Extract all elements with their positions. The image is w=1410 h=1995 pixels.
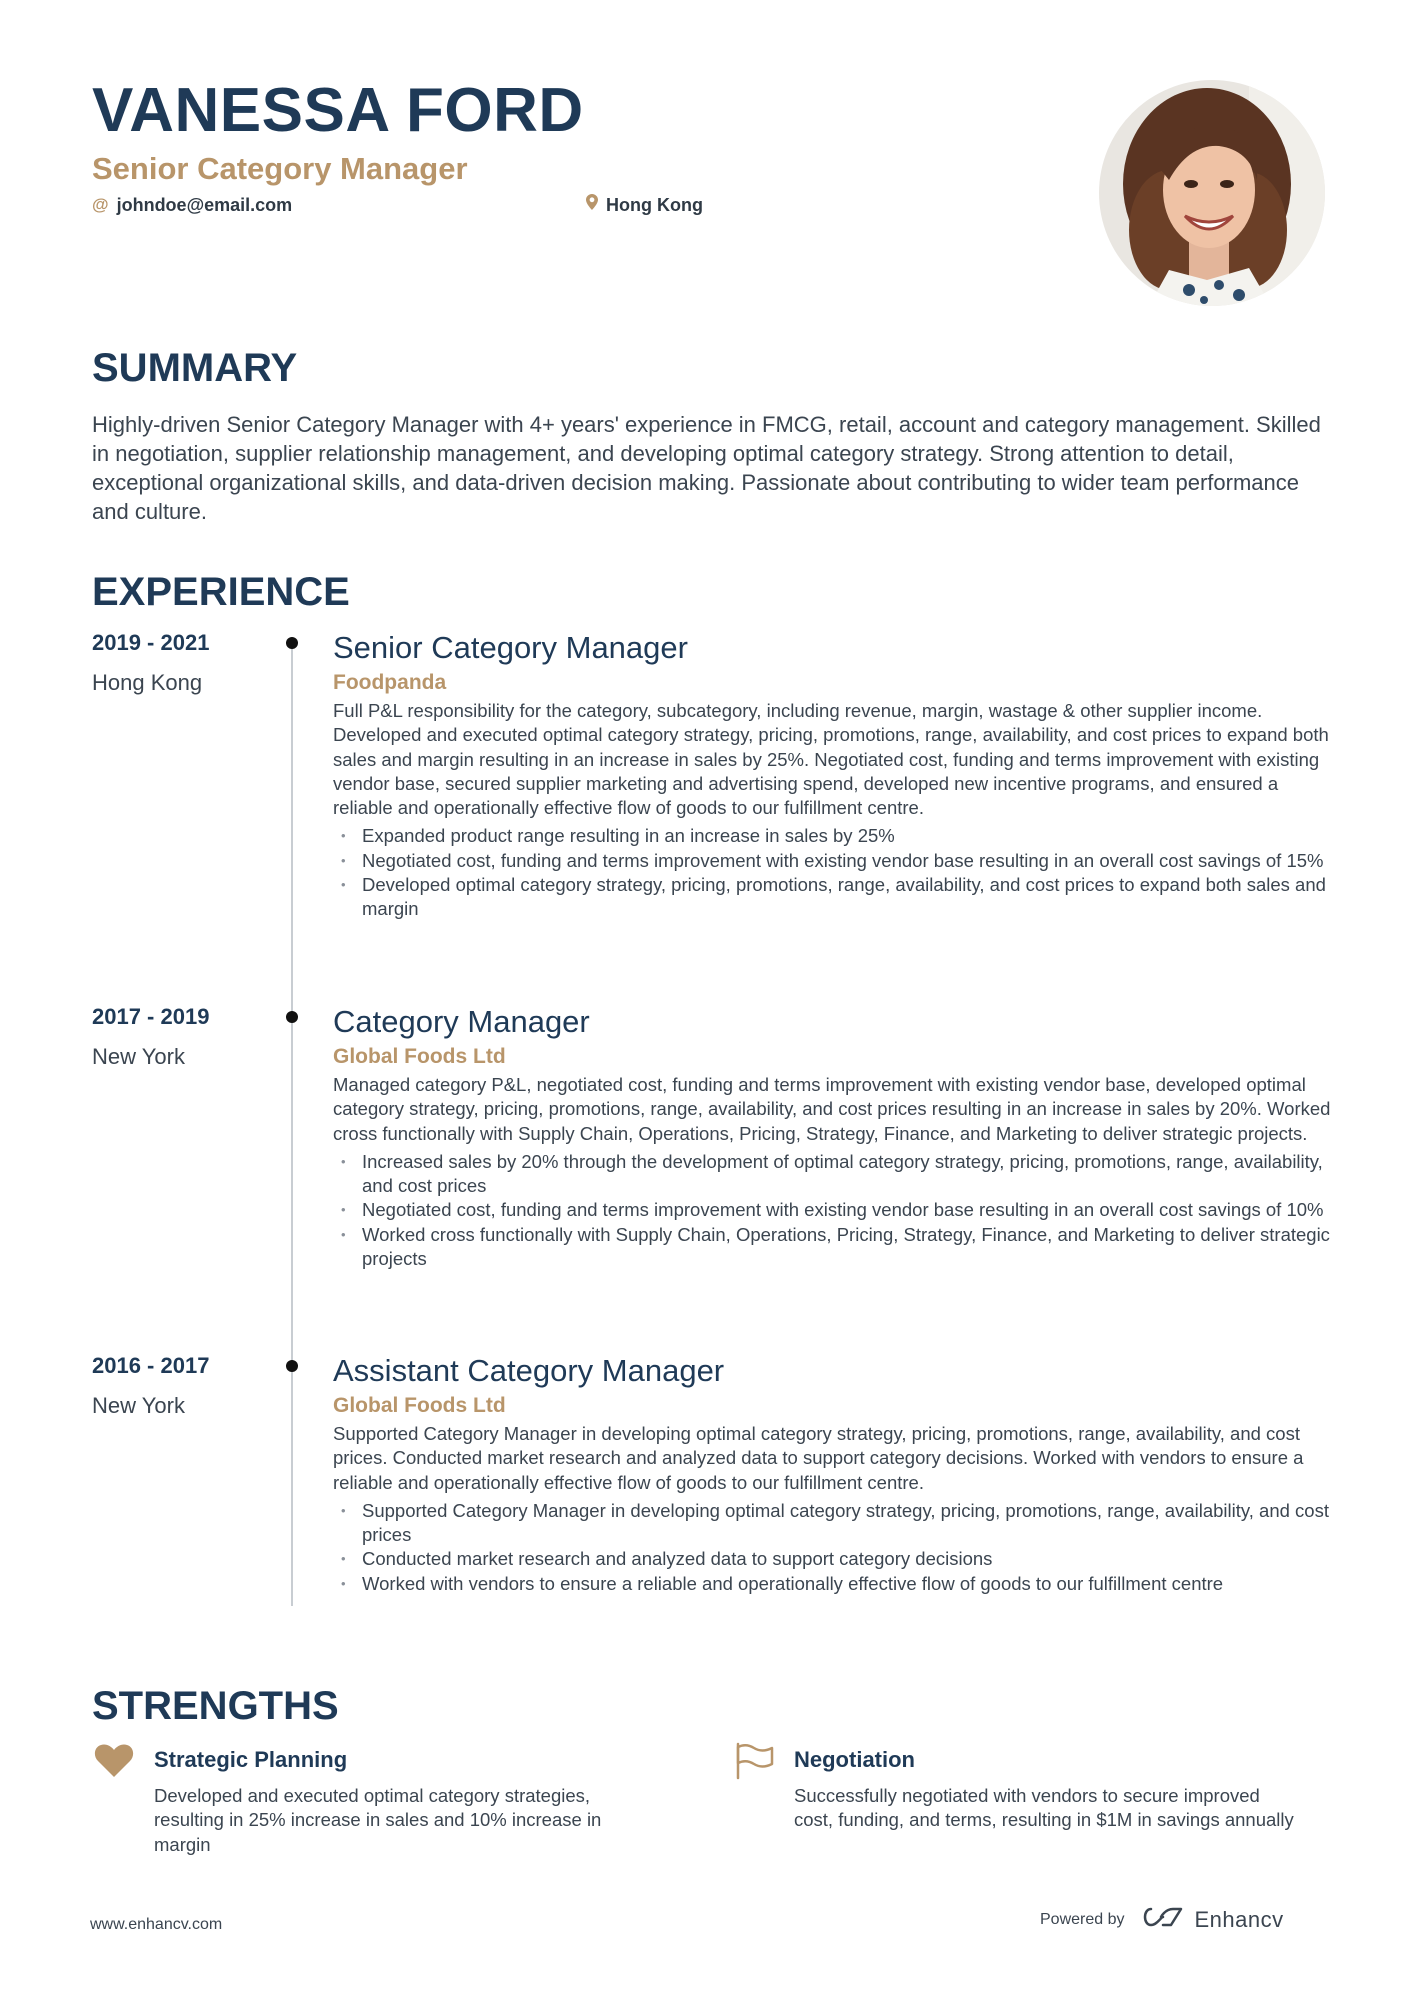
experience-role: Assistant Category Manager [333, 1353, 725, 1388]
brand-name: Enhancv [1194, 1907, 1284, 1932]
experience-location: New York [92, 1393, 185, 1418]
timeline-dot [286, 637, 298, 649]
candidate-name: VANESSA FORD [92, 76, 584, 145]
experience-heading: EXPERIENCE [92, 570, 350, 614]
strength-title: Negotiation [794, 1747, 915, 1772]
strengths-heading: STRENGTHS [92, 1684, 339, 1728]
contact-location [586, 193, 703, 217]
location-pin-icon [586, 193, 598, 217]
experience-company: Global Foods Ltd [333, 1045, 506, 1068]
bullet-item: • Worked cross functionally with Supply Chain, Operations, Pricing, Strategy, Finance, and Marketing to deliver strategic projects [333, 1223, 1333, 1272]
timeline-line [291, 648, 293, 1606]
summary-heading: SUMMARY [92, 346, 298, 390]
experience-company: Foodpanda [333, 671, 447, 694]
at-icon: @ [92, 195, 109, 214]
experience-description: Managed category P&L, negotiated cost, funding and terms improvement with existing vendor base, developed optimal category strategy, pricing, promotions, range, availability, and cost prices resulting in an increase in sales by 20%. Worked cross functionally with Supply Chain, Operations, Pricing, Strategy, Finance, and Marketing to deliver strategic projects. [333, 1074, 1331, 1144]
bullet-item: • Conducted market research and analyzed data to support category decisions [333, 1547, 1333, 1571]
experience-body [333, 1003, 1333, 1271]
summary-text: Highly-driven Senior Category Manager with 4+ years' experience in FMCG, retail, account and category management. Skilled in negotiation, supplier relationship management, and developing optimal category strategy. Strong attention to detail, exceptional organizational skills, and data-driven decision making. Passionate about contributing to wider team performance and culture. [92, 412, 1321, 524]
experience-bullets [333, 1499, 1333, 1596]
timeline-dot [286, 1360, 298, 1372]
bullet-item: • Negotiated cost, funding and terms improvement with existing vendor base resulting in an overall cost savings of 10% [333, 1198, 1333, 1222]
experience-location: Hong Kong [92, 670, 203, 695]
experience-dates: 2016 - 2017 [92, 1353, 210, 1378]
experience-description: Supported Category Manager in developing optimal category strategy, pricing, promotions, range, availability, and cost prices. Conducted market research and analyzed data to support category decisions. Worked with vendors to ensure a reliable and operationally effective flow of goods to our fulfillment centre. [333, 1423, 1304, 1493]
avatar [1099, 80, 1325, 306]
strength-description: Developed and executed optimal category strategies, resulting in 25% increase in sales and 10% increase in margin [154, 1785, 602, 1855]
contact-email[interactable] [92, 193, 292, 217]
powered-by-text: Powered by [1040, 1911, 1125, 1928]
bullet-item: • Expanded product range resulting in an increase in sales by 25% [333, 824, 1333, 848]
experience-body [333, 1352, 1333, 1596]
bullet-item: • Increased sales by 20% through the development of optimal category strategy, pricing, promotions, range, availability, and cost prices [333, 1150, 1333, 1199]
experience-company: Global Foods Ltd [333, 1394, 506, 1417]
location-text: Hong Kong [606, 195, 703, 215]
experience-role: Category Manager [333, 1004, 590, 1039]
timeline-dot [286, 1011, 298, 1023]
experience-description: Full P&L responsibility for the category, subcategory, including revenue, margin, wastage & other supplier income. Developed and executed optimal category strategy, pricing, promotions, range, availability, and cost prices to expand both sales and margin resulting in an increase in sales by 25%. Negotiated cost, funding and terms improvement with existing vendor base, secured supplier marketing and advertising spend, developed new incentive programs, and ensured a reliable and operationally effective flow of goods to our fulfillment centre. [333, 700, 1329, 819]
footer-website-link[interactable]: www.enhancv.com [90, 1916, 223, 1933]
candidate-title: Senior Category Manager [92, 151, 468, 186]
email-text: johndoe@email.com [116, 195, 293, 215]
enhancv-logo-icon [1139, 1905, 1185, 1935]
strength-description: Successfully negotiated with vendors to secure improved cost, funding, and terms, resulting in $1M in savings annually [794, 1785, 1294, 1831]
bullet-item: • Developed optimal category strategy, pricing, promotions, range, availability, and cost prices to expand both sales and margin [333, 873, 1333, 922]
bullet-item: • Worked with vendors to ensure a reliable and operationally effective flow of goods to our fulfillment centre [333, 1572, 1333, 1596]
strength-title: Strategic Planning [154, 1747, 348, 1772]
experience-location: New York [92, 1044, 185, 1069]
experience-bullets [333, 1150, 1333, 1271]
brand-logo[interactable] [1139, 1905, 1284, 1935]
flag-icon [734, 1742, 776, 1780]
experience-dates: 2019 - 2021 [92, 630, 210, 655]
experience-bullets [333, 824, 1333, 921]
experience-dates: 2017 - 2019 [92, 1004, 210, 1029]
experience-role: Senior Category Manager [333, 630, 688, 665]
heart-icon [94, 1742, 136, 1780]
bullet-item: • Supported Category Manager in developing optimal category strategy, pricing, promotions, range, availability, and cost prices [333, 1499, 1333, 1548]
bullet-item: • Negotiated cost, funding and terms improvement with existing vendor base resulting in an overall cost savings of 15% [333, 849, 1333, 873]
experience-body [333, 629, 1333, 922]
footer-branding [1040, 1905, 1284, 1935]
